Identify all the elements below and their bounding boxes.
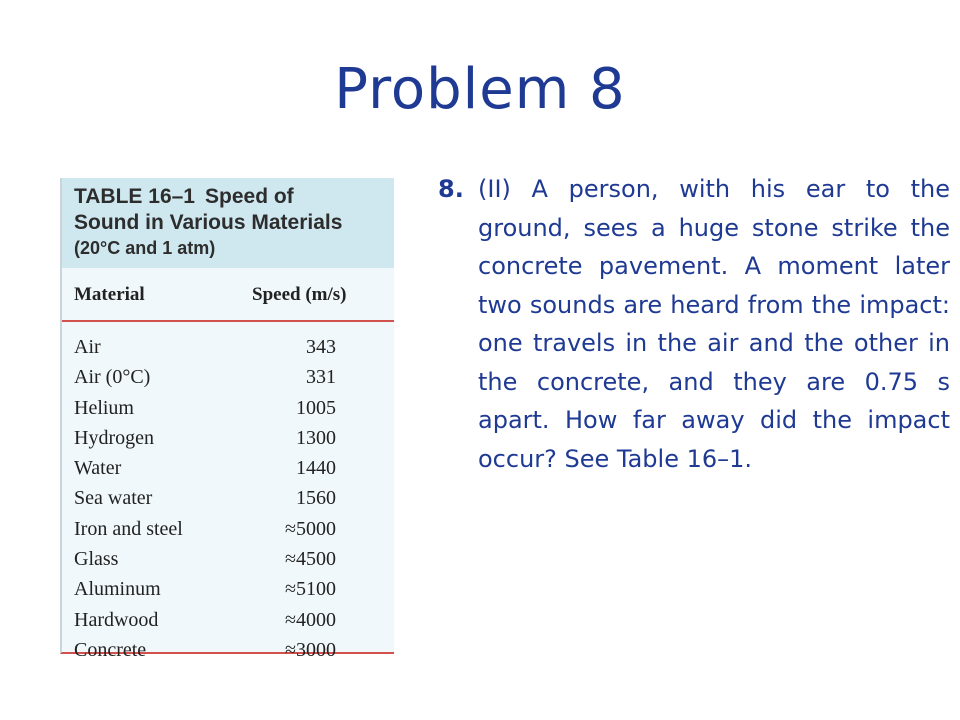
table-title-line2: Sound in Various Materials <box>74 211 343 234</box>
table-title-line1: Speed of <box>205 185 294 208</box>
material-cell: Glass <box>74 548 119 571</box>
table-row <box>62 483 394 513</box>
speed-cell: ≈3000 <box>285 638 336 661</box>
column-header-material: Material <box>74 284 145 305</box>
material-cell: Water <box>74 457 122 480</box>
table-row <box>62 605 394 635</box>
speed-cell: 343 <box>306 336 336 358</box>
slide-title: Problem 8 <box>334 57 626 122</box>
speed-cell: 1440 <box>296 457 336 480</box>
table-row <box>62 362 394 392</box>
speed-cell: 1300 <box>296 426 336 449</box>
material-cell: Hydrogen <box>74 426 154 449</box>
material-cell: Iron and steel <box>74 517 183 540</box>
material-cell: Aluminum <box>74 578 161 601</box>
speed-cell: 1005 <box>296 396 336 419</box>
table-body <box>62 322 394 665</box>
material-cell: Helium <box>74 396 134 419</box>
speed-of-sound-table <box>60 178 394 661</box>
column-headers <box>62 268 394 322</box>
table-row <box>62 332 394 362</box>
material-cell: Hardwood <box>74 608 159 631</box>
speed-cell: ≈4000 <box>285 608 336 631</box>
table-row <box>62 453 394 483</box>
table-caption <box>74 184 394 236</box>
table-row <box>62 544 394 574</box>
material-cell: Concrete <box>74 638 147 661</box>
problem-text: (II) A person, with his ear to the ground, sees a huge stone strike the concrete pavement. A moment later two sounds are heard from the impact: one travels in the air and the other in the concrete, and they are 0.75 s apart. How far away did the impact occur? See Table 16–1. <box>478 175 950 473</box>
table-row <box>62 574 394 604</box>
table-row <box>62 423 394 453</box>
material-cell: Air (0°C) <box>74 366 151 389</box>
speed-cell: ≈5000 <box>285 517 336 540</box>
column-header-speed: Speed (m/s) <box>252 284 347 305</box>
speed-cell: 331 <box>306 366 336 389</box>
speed-cell: 1560 <box>296 487 336 510</box>
problem-number: 8. <box>438 175 464 203</box>
table-label: TABLE 16–1 <box>74 185 195 208</box>
material-cell: Sea water <box>74 487 153 510</box>
table-row <box>62 393 394 423</box>
material-cell: Air <box>74 336 101 358</box>
speed-cell: ≈4500 <box>285 548 336 571</box>
table-conditions: (20°C and 1 atm) <box>74 238 216 258</box>
table-header <box>62 178 394 268</box>
problem-statement <box>438 170 950 478</box>
table-row <box>62 635 394 665</box>
speed-cell: ≈5100 <box>285 578 336 601</box>
table-row <box>62 514 394 544</box>
